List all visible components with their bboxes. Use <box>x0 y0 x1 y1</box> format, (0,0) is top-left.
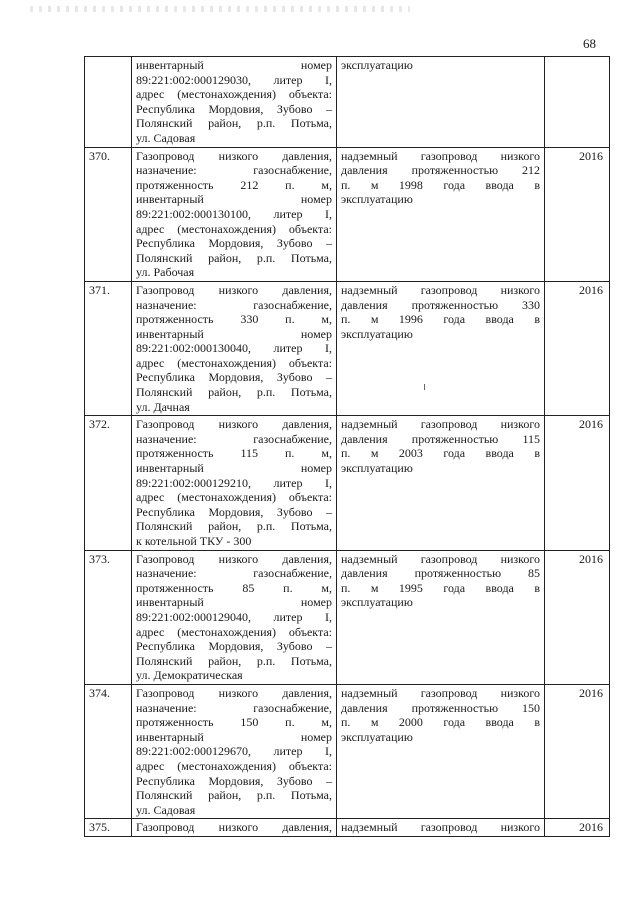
object-description-cell <box>337 550 545 684</box>
object-name-cell <box>132 684 337 818</box>
object-name-cell-line: назначение: газоснабжение, <box>136 431 332 446</box>
object-description-cell-line: давления протяженностью 150 <box>341 700 540 715</box>
table-row <box>85 416 610 550</box>
object-description-cell-line: давления протяженностью 330 <box>341 297 540 312</box>
object-description-cell-line: надземный газопровод низкого <box>341 282 540 297</box>
object-name-cell-line: адрес (местонахождения) объекта: <box>136 221 332 236</box>
object-name-cell-line: 89:221:002:000130100, литер I, <box>136 206 332 221</box>
row-number-cell: 374. <box>85 684 132 818</box>
object-name-cell-line: Газопровод низкого давления, <box>136 820 332 835</box>
object-name-cell-line: инвентарный номер <box>136 729 332 744</box>
object-description-cell-line: п. м 2003 года ввода в <box>341 446 540 461</box>
object-description-cell-line: эксплуатацию <box>341 729 413 744</box>
object-description-cell <box>337 684 545 818</box>
object-description-cell-line: надземный газопровод низкого <box>341 148 540 163</box>
object-name-cell-line: Республика Мордовия, Зубово – <box>136 370 332 385</box>
object-name-cell-line: Полянский район, р.п. Потьма, <box>136 116 332 131</box>
object-name-cell-line: ул. Рабочая <box>136 265 195 280</box>
object-description-cell <box>337 57 545 148</box>
year-cell: 2016 <box>545 147 610 281</box>
year-cell: 2016 <box>545 416 610 550</box>
object-description-cell <box>337 147 545 281</box>
year-cell: 2016 <box>545 684 610 818</box>
object-description-cell <box>337 281 545 415</box>
object-name-cell-line: 89:221:002:000129210, литер I, <box>136 475 332 490</box>
object-name-cell <box>132 416 337 550</box>
object-name-cell-line: адрес (местонахождения) объекта: <box>136 490 332 505</box>
object-name-cell-line: Республика Мордовия, Зубово – <box>136 639 332 654</box>
object-name-cell-line: протяженность 212 п. м, <box>136 177 332 192</box>
table-row <box>85 550 610 684</box>
object-name-cell-line: Республика Мордовия, Зубово – <box>136 504 332 519</box>
object-name-cell-line: ул. Дачная <box>136 399 190 414</box>
object-name-cell-line: ул. Демократическая <box>136 668 243 683</box>
row-number-cell: 370. <box>85 147 132 281</box>
object-description-cell-line: надземный газопровод низкого <box>341 417 540 432</box>
object-name-cell-line: к котельной ТКУ - 300 <box>136 534 252 548</box>
object-name-cell-line: адрес (местонахождения) объекта: <box>136 624 332 639</box>
object-name-cell-line: Республика Мордовия, Зубово – <box>136 773 332 788</box>
object-name-cell-line: адрес (местонахождения) объекта: <box>136 355 332 370</box>
row-number-cell: 375. <box>85 819 132 837</box>
object-name-cell-line: Республика Мордовия, Зубово – <box>136 236 332 251</box>
table-row <box>85 147 610 281</box>
object-name-cell <box>132 57 337 148</box>
object-name-cell-line: 89:221:002:000129040, литер I, <box>136 609 332 624</box>
scan-artifact <box>30 6 410 12</box>
object-name-cell-line: ул. Садовая <box>136 130 196 145</box>
page-number: 68 <box>583 36 596 51</box>
object-name-cell-line: инвентарный номер <box>136 58 332 72</box>
row-number-cell <box>85 57 132 148</box>
object-name-cell <box>132 550 337 684</box>
row-number-cell: 373. <box>85 550 132 684</box>
object-description-cell-line: эксплуатацию <box>341 595 413 610</box>
year-cell: 2016 <box>545 550 610 684</box>
object-name-cell-line: 89:221:002:000129670, литер I, <box>136 744 332 759</box>
row-number-cell: 372. <box>85 416 132 550</box>
object-description-cell-line: давления протяженностью 212 <box>341 163 540 178</box>
object-description-cell-line: надземный газопровод низкого <box>341 820 540 835</box>
object-name-cell-line: Полянский район, р.п. Потьма, <box>136 250 332 265</box>
object-description-cell <box>337 416 545 550</box>
object-name-cell-line: Полянский район, р.п. Потьма, <box>136 788 332 803</box>
object-name-cell-line: Полянский район, р.п. Потьма, <box>136 519 332 534</box>
object-description-cell-line: давления протяженностью 115 <box>341 431 540 446</box>
year-cell: 2016 <box>545 281 610 415</box>
object-name-cell-line: назначение: газоснабжение, <box>136 163 332 178</box>
object-name-cell <box>132 147 337 281</box>
table-body <box>85 57 610 837</box>
property-register-table <box>84 56 610 837</box>
object-name-cell-line: 89:221:002:000130040, литер I, <box>136 341 332 356</box>
object-name-cell <box>132 281 337 415</box>
table-row <box>85 281 610 415</box>
year-cell <box>545 57 610 148</box>
object-name-cell-line: инвентарный номер <box>136 326 332 341</box>
object-description-cell-line: надземный газопровод низкого <box>341 551 540 566</box>
object-name-cell-line: назначение: газоснабжение, <box>136 566 332 581</box>
object-name-cell-line: протяженность 330 п. м, <box>136 312 332 327</box>
object-description-cell-line: эксплуатацию <box>341 58 413 72</box>
object-name-cell-line: инвентарный номер <box>136 461 332 476</box>
object-description-cell-line: эксплуатацию <box>341 192 413 207</box>
object-name-cell-line: назначение: газоснабжение, <box>136 297 332 312</box>
row-number-cell: 371. <box>85 281 132 415</box>
object-name-cell-line: Полянский район, р.п. Потьма, <box>136 653 332 668</box>
table-row <box>85 57 610 148</box>
object-name-cell-line: адрес (местонахождения) объекта: <box>136 758 332 773</box>
object-description-cell-line: п. м 1998 года ввода в <box>341 177 540 192</box>
object-description-cell-line: п. м 2000 года ввода в <box>341 715 540 730</box>
table-row <box>85 684 610 818</box>
object-name-cell-line: адрес (местонахождения) объекта: <box>136 87 332 102</box>
object-description-cell-line: эксплуатацию <box>341 326 413 341</box>
object-name-cell-line: Республика Мордовия, Зубово – <box>136 101 332 116</box>
object-name-cell-line: ул. Садовая <box>136 802 196 817</box>
object-name-cell-line: Газопровод низкого давления, <box>136 551 332 566</box>
object-description-cell-line: эксплуатацию <box>341 461 413 476</box>
object-description-cell-line: п. м 1996 года ввода в <box>341 312 540 327</box>
table-row <box>85 819 610 837</box>
object-name-cell-line: протяженность 150 п. м, <box>136 715 332 730</box>
object-name-cell-line: назначение: газоснабжение, <box>136 700 332 715</box>
object-name-cell-line: протяженность 115 п. м, <box>136 446 332 461</box>
object-name-cell-line: Газопровод низкого давления, <box>136 148 332 163</box>
object-name-cell-line: протяженность 85 п. м, <box>136 580 332 595</box>
object-description-cell-line: давления протяженностью 85 <box>341 566 540 581</box>
object-description-cell-line: надземный газопровод низкого <box>341 685 540 700</box>
object-name-cell-line: Газопровод низкого давления, <box>136 282 332 297</box>
object-name-cell <box>132 819 337 837</box>
object-description-cell-line: п. м 1995 года ввода в <box>341 580 540 595</box>
object-name-cell-line: 89:221:002:000129030, литер I, <box>136 72 332 87</box>
object-name-cell-line: Газопровод низкого давления, <box>136 417 332 432</box>
object-description-cell <box>337 819 545 837</box>
object-name-cell-line: инвентарный номер <box>136 595 332 610</box>
object-name-cell-line: Полянский район, р.п. Потьма, <box>136 385 332 400</box>
object-name-cell-line: Газопровод низкого давления, <box>136 685 332 700</box>
object-name-cell-line: инвентарный номер <box>136 192 332 207</box>
year-cell: 2016 <box>545 819 610 837</box>
